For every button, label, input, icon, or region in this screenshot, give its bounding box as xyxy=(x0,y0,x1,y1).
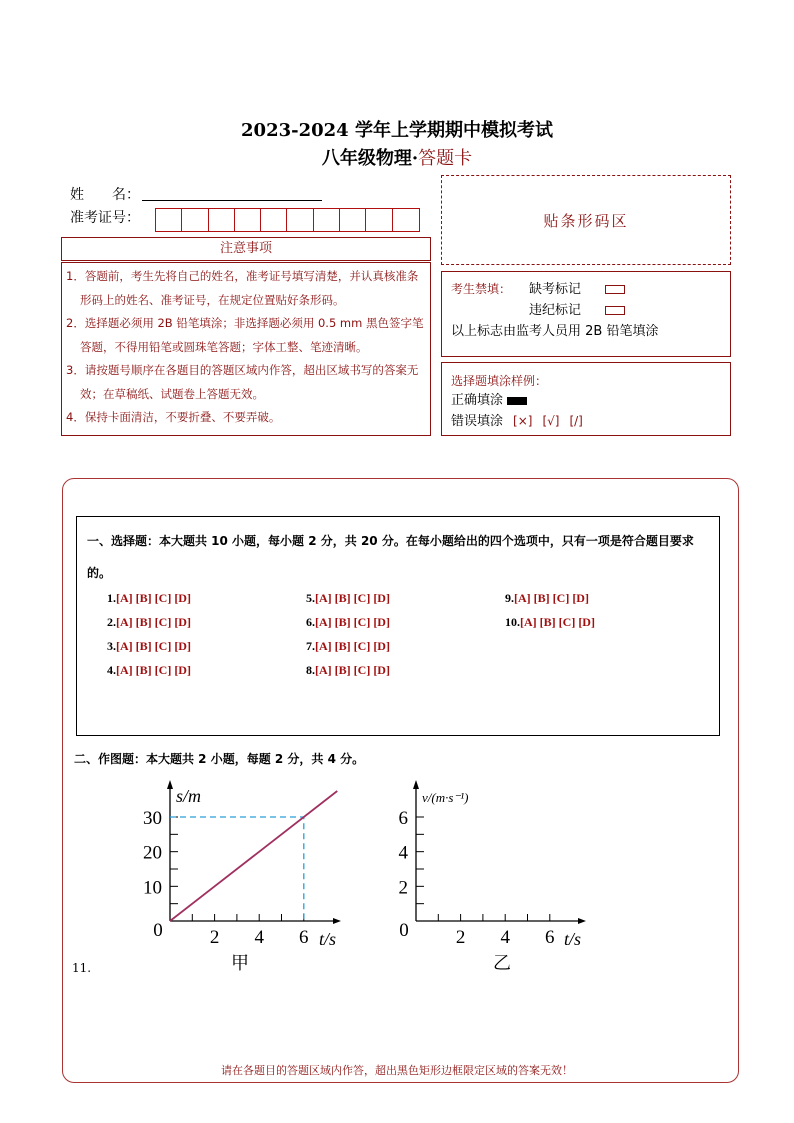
x-tick-label: 0 xyxy=(399,920,409,941)
card-label: 答题卡 xyxy=(418,148,473,169)
answer-options[interactable]: [A] [B] [C] [D] xyxy=(514,591,589,605)
y-axis-arrow-icon xyxy=(413,780,419,789)
wrong-mark: [×] xyxy=(513,414,533,428)
answer-options[interactable]: [A] [B] [C] [D] xyxy=(116,591,191,605)
answer-options[interactable]: [A] [B] [C] [D] xyxy=(520,615,595,629)
notice-item: 4．保持卡面清洁，不要折叠、不要弄破。 xyxy=(66,410,281,424)
answer-options[interactable]: [A] [B] [C] [D] xyxy=(315,663,390,677)
y-axis-label: v/(m·s⁻¹) xyxy=(422,790,469,805)
answer-options[interactable]: [A] [B] [C] [D] xyxy=(315,639,390,653)
y-tick-label: 20 xyxy=(143,842,162,864)
y-axis-label: s/m xyxy=(176,786,202,806)
x-axis-arrow-icon xyxy=(578,918,586,924)
question-number: 6. xyxy=(306,615,315,629)
x-axis-label: t/s xyxy=(564,929,582,949)
x-tick-label: 6 xyxy=(299,927,309,948)
subject: 八年级物理· xyxy=(321,148,419,169)
footer-warning: 请在各题目的答题区域内作答，超出黑色矩形边框限定区域的答案无效！ xyxy=(221,1064,573,1077)
violation-label: 违纪标记 xyxy=(529,303,582,318)
wrong-label: 错误填涂 xyxy=(451,414,504,429)
x-axis-arrow-icon xyxy=(333,918,341,924)
notice-item: 1．答题前，考生先将自己的姓名，准考证号填写清楚，并认真核准条形码上的姓名、准考证号，在规定位置贴好条形码。 xyxy=(66,269,419,307)
notices-title-text: 注意事项 xyxy=(219,241,272,256)
question-number: 1. xyxy=(107,591,116,605)
wrong-mark: [√] xyxy=(542,414,560,428)
chart-title: 甲 xyxy=(231,953,249,974)
x-axis-label: t/s xyxy=(319,929,337,949)
answer-options[interactable]: [A] [B] [C] [D] xyxy=(116,615,191,629)
y-tick-label: 2 xyxy=(398,877,408,899)
proctor-note: 以上标志由监考人员用 2B 铅笔填涂 xyxy=(451,324,659,339)
y-tick-label: 10 xyxy=(143,877,162,899)
section2-heading: 二、作图题：本大题共 2 小题，每题 2 分，共 4 分。 xyxy=(74,752,365,766)
x-tick-label: 4 xyxy=(500,927,510,948)
notice-item: 3．请按题号顺序在各题目的答题区域内作答，超出区域书写的答案无效；在草稿纸、试题卷上答题无效。 xyxy=(66,363,419,401)
answer-options[interactable]: [A] [B] [C] [D] xyxy=(315,615,390,629)
barcode-label: 贴条形码区 xyxy=(543,211,629,230)
absent-label: 缺考标记 xyxy=(529,282,582,297)
question-number: 4. xyxy=(107,663,116,677)
name-label: 姓 名： xyxy=(70,187,140,203)
section1-heading: 一、选择题：本大题共 10 小题，每小题 2 分，共 20 分。在每小题给出的四个选项中，只有一项是符合题目要求的。 xyxy=(87,534,694,580)
y-axis-arrow-icon xyxy=(167,780,173,789)
question-number: 11. xyxy=(72,961,92,975)
series-line xyxy=(170,791,337,921)
sample-label: 选择题填涂样例： xyxy=(451,374,548,388)
chart-title: 乙 xyxy=(493,953,511,974)
answer-options[interactable]: [A] [B] [C] [D] xyxy=(116,639,191,653)
question-number: 7. xyxy=(306,639,315,653)
y-tick-label: 6 xyxy=(398,808,408,829)
y-tick-label: 30 xyxy=(143,808,162,829)
id-label: 准考证号： xyxy=(70,210,140,226)
x-tick-label: 4 xyxy=(254,927,264,948)
x-tick-label: 0 xyxy=(153,920,163,941)
exam-title: 2023-2024 学年上学期期中模拟考试 xyxy=(241,120,553,141)
question-number: 9. xyxy=(505,591,514,605)
question-number: 2. xyxy=(107,615,116,629)
answer-options[interactable]: [A] [B] [C] [D] xyxy=(116,663,191,677)
proctor-label: 考生禁填： xyxy=(451,282,512,296)
question-number: 5. xyxy=(306,591,315,605)
x-tick-label: 6 xyxy=(545,927,555,948)
wrong-mark: [/] xyxy=(569,414,583,428)
x-tick-label: 2 xyxy=(209,927,220,948)
question-number: 3. xyxy=(107,639,116,653)
x-tick-label: 2 xyxy=(455,927,466,948)
y-tick-label: 4 xyxy=(398,842,408,864)
question-number: 8. xyxy=(306,663,315,677)
question-number: 10. xyxy=(505,615,520,629)
answer-options[interactable]: [A] [B] [C] [D] xyxy=(315,591,390,605)
correct-label: 正确填涂 xyxy=(451,393,504,408)
notice-item: 2．选择题必须用 2B 铅笔填涂；非选择题必须用 0.5 mm 黑色签字笔答题，不得用铅笔或圆珠笔答题；字体工整、笔迹清晰。 xyxy=(66,316,424,354)
